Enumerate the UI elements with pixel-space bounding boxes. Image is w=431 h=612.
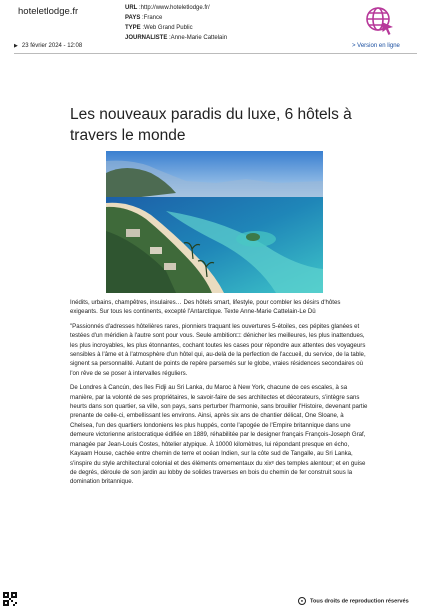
article-photo [106, 151, 323, 293]
article-paragraph: De Londres à Cancún, des îles Fidji au Sri Lanka, du Maroc à New York, chacune de ces escales, à sa manière, par la volonté de ses propriétaires, le savoir-faire de ses architectes et décorateurs, s'intègre sans heurts dans son quartier, sa ville, son pays, sans perturber l'harmonie, sans brouiller l'Histoire, devenant partie prenante de celle-ci, embellissant les environs. Ainsi, après six ans de chantier délicat, One Sloane, à Chelsea, l'un des quartiers londoniens les plus huppés, conte l'apogée de l'Empire britannique dans une demeure victorienne aristocratique édifiée en 1889, réhabilitée par le designer français François-Joseph Graf, managée par Jean-Louis Costes, hôtelier atypique. À 10000 kilomètres, lui répondant presque en écho, Kayaam House, cachée entre chemin de terre et océan Indien, sur la côte sud de Tangalle, au Sri Lanka, s'inspire du style architectural colonial et des éléments ornementaux du xixᵉ des temples alentour; et en guise de degrés, déroule de son jardin au lobby de solides traverses en bois du chemin de fer construit sous la domination britannique. [70, 384, 368, 486]
triangle-icon: ▶ [14, 43, 18, 49]
online-version-link[interactable]: > Version en ligne [352, 43, 400, 49]
header-divider [14, 53, 417, 54]
article-paragraph: Inédits, urbains, champêtres, insulaires… Des hôtels smart, lifestyle, pour combler les désirs d'hôtes exigeants. Sur tous les continents, excepté l'Antarctique. Texte Anne-Marie Cattelain-Le Dû [70, 299, 341, 316]
rights-notice: ● Tous droits de reproduction réservés [298, 597, 409, 605]
copyright-icon: ● [298, 597, 306, 605]
globe-icon [365, 6, 395, 36]
meta-journaliste: JOURNALISTE :Anne-Marie Cattelain [125, 35, 228, 41]
meta-pays: PAYS :France [125, 15, 163, 21]
qr-code-icon [3, 592, 17, 606]
meta-type: TYPE :Web Grand Public [125, 25, 193, 31]
article-title: Les nouveaux paradis du luxe, 6 hôtels à travers le monde [70, 106, 352, 144]
article-body [70, 298, 368, 492]
article-paragraph: "Passionnés d'adresses hôtelières rares, pionniers traquant les ouvertures 5-étoiles, ces pépites glanées et testées d'un méridien à l'autre sont pour vous. Seule ambition□: dénicher les meilleures, les plus inattendues, les plus incroyables, les plus étonnantes, cochant toutes les cases pour répondre aux attentes des voyageurs sensibles à l'âme et à l'atmosphère d'un hôtel qui, au-delà de la perfection de l'accueil, du service, de la table, signent sa personnalité. Autant de points de repère parsemés sur le globe, vraies résidences secondaires où l'on rêve de se poser à intervalles réguliers. [70, 322, 366, 377]
publish-date: ▶ 23 février 2024 - 12:08 [14, 43, 83, 49]
meta-block [125, 3, 227, 43]
meta-url: URL :http://www.hoteletlodge.fr/ [125, 5, 210, 11]
site-name: hoteletlodge.fr [18, 6, 79, 17]
